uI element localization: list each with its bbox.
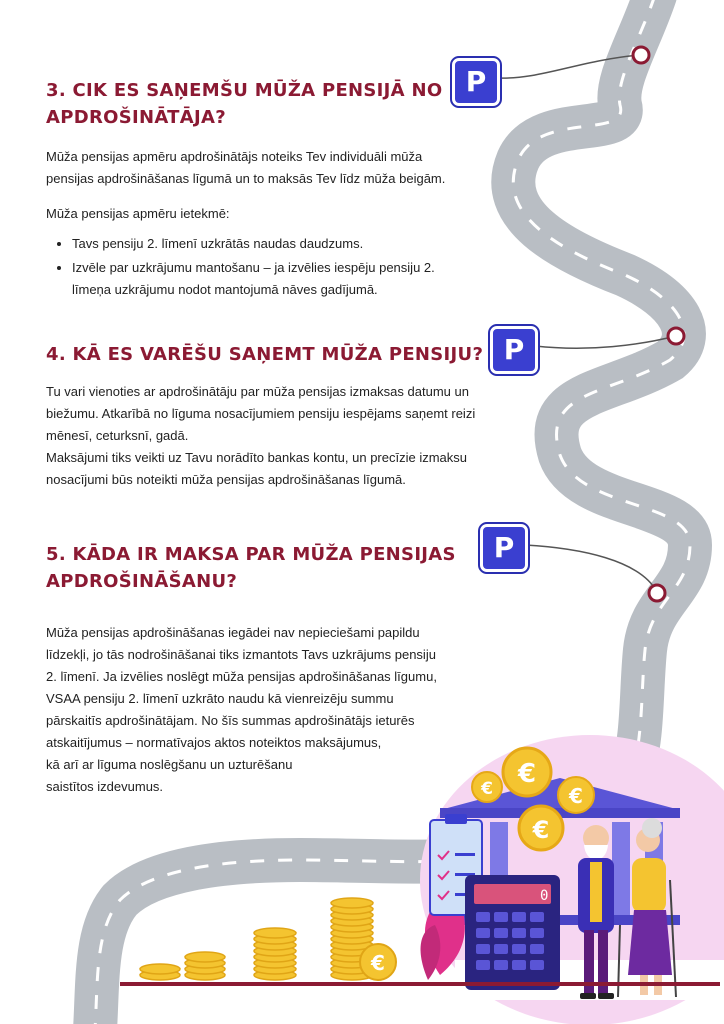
text-line: mēnesī, ceturksnī, gadā. bbox=[46, 428, 189, 443]
text-line: nosacījumi būs noteikti mūža pensijas apdrošināšanas līgumā. bbox=[46, 472, 406, 487]
parking-sign-icon: P bbox=[452, 58, 500, 106]
ground-line bbox=[120, 982, 720, 986]
euro-icon: € bbox=[532, 816, 550, 844]
text-line: pensijas apdrošināšanas līgumā un to maksās Tev līdz mūža beigām. bbox=[46, 171, 446, 186]
text-line: kā arī ar līguma noslēgšanu un uzturēšanu bbox=[46, 757, 293, 772]
text-line: līdzekļi, jo tās nodrošināšanai tiks izmantots Tavs uzkrājums pensiju bbox=[46, 647, 436, 662]
text-line: 2. līmenī. Ja izvēlies noslēgt mūža pensijas apdrošināšanas līgumu, bbox=[46, 669, 437, 684]
section-4-heading: 4. KĀ ES VARĒŠU SAŅEMT MŪŽA PENSIJU? bbox=[46, 344, 484, 365]
road-marker bbox=[633, 47, 649, 63]
heading-line: APDROŠINĀŠANU? bbox=[46, 571, 238, 592]
text-line: atskaitījumus – normatīvajos aktos noteiktos maksājumus, bbox=[46, 735, 382, 750]
text-line: Mūža pensijas apdrošināšanas iegādei nav nepieciešami papildu bbox=[46, 625, 420, 640]
text-line: Tu vari vienoties ar apdrošinātāju par mūža pensijas izmaksas datumu un bbox=[46, 384, 469, 399]
text-line: saistītos izdevumus. bbox=[46, 779, 164, 794]
plant-leaf bbox=[421, 925, 441, 980]
text-line: • Izvēle par uzkrājumu mantošanu – ja izvēlies iespēju pensiju 2. bbox=[72, 260, 435, 275]
calculator-display-text: 0 bbox=[540, 888, 549, 904]
euro-icon: € bbox=[569, 784, 583, 808]
euro-icon: € bbox=[517, 759, 537, 789]
heading-line: 5. KĀDA IR MAKSA PAR MŪŽA PENSIJAS bbox=[46, 544, 456, 565]
heading-line: APDROŠINĀTĀJA? bbox=[46, 107, 226, 128]
text-line: pārskaitīs apdrošinātājam. No šīs summas apdrošinātājs ieturēs bbox=[46, 713, 415, 728]
sign-connector bbox=[525, 545, 657, 592]
euro-icon: € bbox=[481, 779, 493, 799]
coin-stacks bbox=[140, 898, 373, 980]
section-4-paragraph bbox=[46, 381, 475, 491]
text-line: • Tavs pensiju 2. līmenī uzkrātās naudas daudzums. bbox=[72, 236, 364, 251]
section-3-intro: Mūža pensijas apmēru ietekmē: bbox=[46, 206, 230, 221]
calculator-icon bbox=[465, 875, 560, 990]
euro-icon: € bbox=[371, 951, 385, 975]
heading-line: 3. CIK ES SAŅEMŠU MŪŽA PENSIJĀ NO bbox=[46, 80, 443, 101]
text-line: Maksājumi tiks veikti uz Tavu norādīto bankas kontu, un precīzie izmaksu bbox=[46, 450, 468, 465]
section-3-heading bbox=[46, 77, 442, 131]
parking-sign-icon: P bbox=[480, 524, 528, 572]
text-line: Mūža pensijas apmēru apdrošinātājs noteiks Tev individuāli mūža bbox=[46, 149, 423, 164]
list-item bbox=[72, 233, 472, 255]
text-line: VSAA pensiju 2. līmenī uzkrāto naudu kā vienreizēju summu bbox=[46, 691, 394, 706]
section-3-paragraph bbox=[46, 146, 445, 190]
road-marker bbox=[668, 328, 684, 344]
section-5-paragraph bbox=[46, 622, 437, 798]
list-item bbox=[72, 257, 472, 301]
section-3-bullet-list bbox=[46, 233, 472, 303]
parking-sign-icon: P bbox=[490, 326, 538, 374]
road-marker bbox=[649, 585, 665, 601]
text-line: biežumu. Atkarībā no līguma nosacījumiem pensiju iespējams saņemt reizi bbox=[46, 406, 476, 421]
text-line: līmeņa uzkrājumu nodot mantojumā nāves gadījumā. bbox=[72, 282, 378, 297]
section-5-heading bbox=[46, 541, 456, 595]
